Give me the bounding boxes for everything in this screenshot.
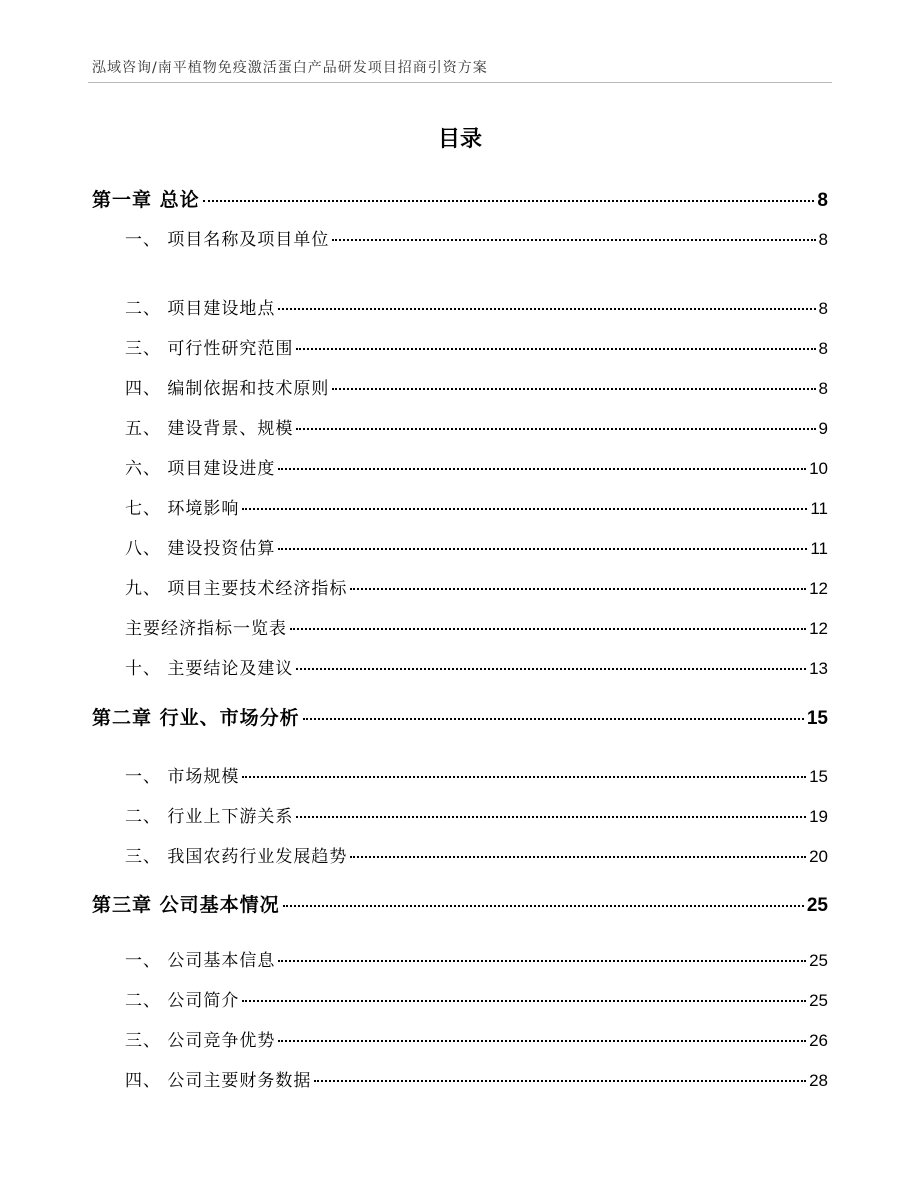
toc-section-entry[interactable] [125, 762, 828, 787]
dot-leader [296, 816, 806, 818]
toc-section-entry[interactable] [125, 574, 828, 599]
toc-page-number: 11 [810, 499, 828, 518]
toc-page-number: 28 [809, 1071, 828, 1090]
toc-page-number: 11 [810, 539, 828, 558]
dot-leader [242, 776, 806, 778]
toc-entry-label: 第二章 行业、市场分析 [92, 707, 300, 729]
toc-section-entry[interactable] [125, 414, 828, 439]
toc-section-entry[interactable] [125, 534, 828, 559]
dot-leader [278, 1040, 806, 1042]
toc-entry-label: 主要经济指标一览表 [125, 619, 287, 639]
toc-section-entry[interactable] [125, 494, 828, 519]
toc-page-number: 19 [809, 807, 828, 826]
toc-entry-label: 九、 项目主要技术经济指标 [125, 579, 348, 599]
toc-section-entry[interactable] [125, 614, 828, 639]
dot-leader [332, 239, 815, 241]
toc-page-number: 13 [809, 659, 828, 678]
dot-leader [350, 588, 806, 590]
toc-section-entry[interactable] [125, 802, 828, 827]
toc-section-entry[interactable] [125, 374, 828, 399]
toc-entry-label: 四、 公司主要财务数据 [125, 1071, 312, 1091]
dot-leader [242, 1000, 806, 1002]
dot-leader [242, 508, 807, 510]
toc-entry-label: 三、 我国农药行业发展趋势 [125, 847, 348, 867]
dot-leader [278, 548, 807, 550]
toc-entry-label: 五、 建设背景、规模 [125, 419, 294, 439]
toc-entry-label: 十、 主要结论及建议 [125, 659, 294, 679]
toc-chapter-entry[interactable] [92, 703, 828, 730]
dot-leader [303, 718, 804, 720]
toc-entry-label: 第一章 总论 [92, 189, 200, 211]
toc-page-number: 25 [809, 951, 828, 970]
toc-page-number: 8 [818, 379, 828, 398]
dot-leader [350, 856, 806, 858]
dot-leader [203, 200, 815, 202]
toc-page-number: 26 [809, 1031, 828, 1050]
dot-leader [296, 668, 806, 670]
dot-leader [290, 628, 806, 630]
dot-leader [332, 388, 815, 390]
dot-leader [296, 428, 815, 430]
toc-section-entry[interactable] [125, 654, 828, 679]
toc-section-entry[interactable] [125, 225, 828, 250]
toc-section-entry[interactable] [125, 986, 828, 1011]
toc-page-number: 8 [817, 190, 828, 211]
dot-leader [278, 960, 806, 962]
toc-page-number: 9 [818, 419, 828, 438]
toc-entry-label: 一、 公司基本信息 [125, 951, 276, 971]
dot-leader [283, 905, 804, 907]
toc-section-entry[interactable] [125, 842, 828, 867]
header-divider [88, 82, 832, 83]
toc-page-number: 15 [809, 767, 828, 786]
toc-chapter-entry[interactable] [92, 890, 828, 917]
running-header: 泓域咨询/南平植物免疫激活蛋白产品研发项目招商引资方案 [92, 60, 488, 76]
toc-page-number: 25 [809, 991, 828, 1010]
toc-chapter-entry[interactable] [92, 185, 828, 212]
toc-section-entry[interactable] [125, 294, 828, 319]
toc-entry-label: 八、 建设投资估算 [125, 539, 276, 559]
toc-page-number: 8 [818, 299, 828, 318]
toc-entry-label: 一、 市场规模 [125, 767, 240, 787]
dot-leader [278, 308, 815, 310]
toc-page-number: 10 [809, 459, 828, 478]
toc-page-number: 20 [809, 847, 828, 866]
toc-page-number: 8 [818, 339, 828, 358]
toc-section-entry[interactable] [125, 1026, 828, 1051]
dot-leader [296, 348, 815, 350]
toc-entry-label: 二、 行业上下游关系 [125, 807, 294, 827]
toc-section-entry[interactable] [125, 454, 828, 479]
toc-section-entry[interactable] [125, 334, 828, 359]
toc-entry-label: 一、 项目名称及项目单位 [125, 230, 330, 250]
toc-title: 目录 [437, 127, 482, 152]
toc-entry-label: 三、 公司竞争优势 [125, 1031, 276, 1051]
toc-entry-label: 七、 环境影响 [125, 499, 240, 519]
toc-entry-label: 第三章 公司基本情况 [92, 894, 280, 916]
toc-page-number: 12 [809, 619, 828, 638]
toc-section-entry[interactable] [125, 1066, 828, 1091]
toc-section-entry[interactable] [125, 946, 828, 971]
toc-entry-label: 二、 项目建设地点 [125, 299, 276, 319]
toc-entry-label: 三、 可行性研究范围 [125, 339, 294, 359]
toc-page-number: 25 [806, 895, 828, 916]
dot-leader [278, 468, 806, 470]
dot-leader [314, 1080, 806, 1082]
toc-entry-label: 二、 公司简介 [125, 991, 240, 1011]
toc-entry-label: 四、 编制依据和技术原则 [125, 379, 330, 399]
toc-page-number: 8 [818, 230, 828, 249]
toc-entry-label: 六、 项目建设进度 [125, 459, 276, 479]
toc-page-number: 15 [806, 708, 828, 729]
toc-page-number: 12 [809, 579, 828, 598]
